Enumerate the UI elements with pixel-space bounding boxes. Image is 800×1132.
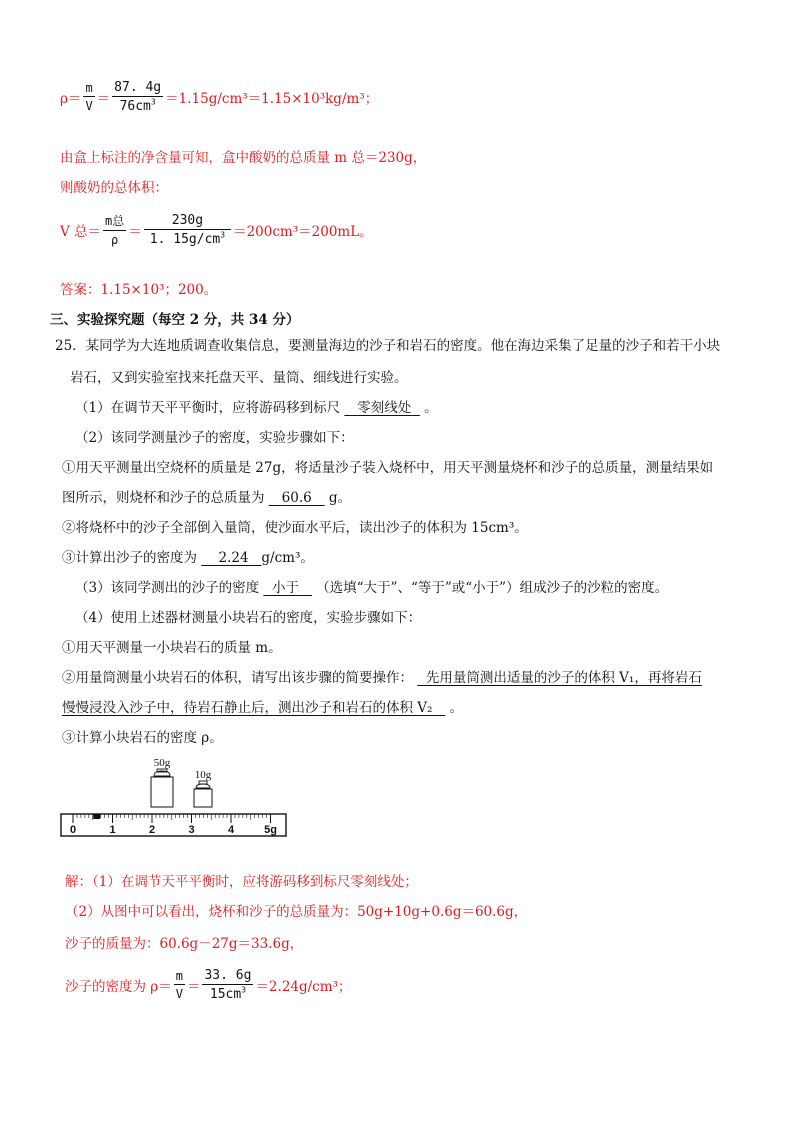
- rock-step-2-line-1: [62, 668, 702, 688]
- part-1-text: （1）在调节天平平衡时，应将游码移到标尺: [75, 400, 341, 416]
- fraction-m-over-rho: [103, 212, 126, 247]
- step-3-text: ③计算出沙子的密度为: [62, 550, 197, 566]
- sand-density-result: ＝2.24g/cm³；: [255, 979, 352, 995]
- sand-density-formula: [65, 968, 351, 1002]
- step-2-text: ②将烧杯中的沙子全部倒入量筒，使沙面水平后，读出沙子的体积为 15cm³。: [62, 520, 528, 536]
- svg-text:10g: 10g: [194, 769, 212, 781]
- fraction-m-over-v: [83, 81, 94, 113]
- part-1-answer-blank: 零刻线处: [357, 400, 412, 416]
- svg-text:50g: 50g: [153, 757, 171, 769]
- balance-figure: [60, 756, 300, 846]
- rider-marker[interactable]: [93, 814, 100, 819]
- answer-line: 答案：1.15×10³；200。: [60, 282, 218, 298]
- weight-10g: [194, 769, 212, 807]
- fraction-numerator: m总: [103, 212, 126, 231]
- procedure-answer-blank: 先用量筒测出适量的沙子的体积 V₁，再将岩石: [425, 670, 702, 686]
- fraction-numerator: m: [175, 969, 183, 983]
- part-2: （2）该同学测量沙子的密度，实验步骤如下：: [75, 430, 354, 446]
- scale-label: 0: [70, 824, 77, 836]
- weight-50g: [151, 757, 173, 807]
- net-content-line: 由盒上标注的净含量可知，盒中酸奶的总质量 m 总＝230g，: [60, 150, 427, 166]
- scale-label: 3: [188, 824, 195, 836]
- fraction-mass-over-volume: [112, 80, 163, 114]
- fraction-denominator: ρ: [111, 233, 119, 247]
- fraction-numerator: 33. 6g: [204, 968, 252, 983]
- solution-line-1: 解：（1）在调节天平平衡时，应将游码移到标尺零刻线处；: [65, 874, 418, 890]
- fraction-numerator: m: [85, 81, 93, 95]
- solution-line-3: 沙子的质量为：60.6g－27g＝33.6g，: [65, 936, 304, 952]
- density-answer-blank: 2.24: [218, 550, 249, 566]
- fraction-denominator: V: [175, 987, 183, 1001]
- step-1-line-2: 图所示，则烧杯和沙子的总质量为 60.6 g。: [62, 490, 352, 506]
- total-mass-answer-blank: 60.6: [281, 490, 312, 506]
- fraction-denominator: 1. $15g/cm^3$: [149, 230, 226, 247]
- fraction-m-over-v: [174, 969, 185, 1001]
- volume-result: ＝200cm³＝200mL。: [233, 223, 373, 240]
- fraction-denominator: $76cm^3$: [119, 97, 156, 114]
- fraction-33-6-over-15: [202, 968, 253, 1002]
- rock-step-2-text: ②用量筒测量小块岩石的体积，请写出该步骤的简要操作：: [62, 670, 413, 686]
- fraction-numerator: 230g: [144, 213, 231, 230]
- step-3: ③计算出沙子的密度为 2.24 g/cm³。: [62, 550, 314, 566]
- volume-formula: [60, 212, 373, 247]
- procedure-answer-continued: 慢慢浸没入沙子中，待岩石静止后，测出沙子和岩石的体积 V₂: [62, 700, 433, 716]
- rho-lhs: ρ＝: [60, 91, 82, 107]
- sand-density-lhs: 沙子的密度为 ρ＝: [65, 979, 172, 995]
- density-formula: [60, 80, 378, 114]
- part-4: （4）使用上述器材测量小块岩石的密度，实验步骤如下：: [75, 610, 422, 626]
- v-lhs: V 总＝: [60, 223, 102, 240]
- part-3-text: （3）该同学测出的沙子的密度: [75, 580, 260, 596]
- part-3: （3）该同学测出的沙子的密度 小于 （选填“大于”、“等于”或“小于”）组成沙子的沙粒的密度。: [75, 580, 669, 596]
- rock-step-3: ③计算小块岩石的密度 ρ。: [62, 730, 223, 746]
- solution-line-2: （2）从图中可以看出，烧杯和沙子的总质量为：50g+10g+0.6g＝60.6g，: [65, 904, 528, 920]
- fraction-denominator: V: [85, 99, 93, 113]
- scale-label: 2: [148, 824, 156, 836]
- equals: ＝: [128, 223, 142, 240]
- scale-label: 4: [227, 824, 235, 836]
- question-stem-line-1: 25．某同学为大连地质调查收集信息，要测量海边的沙子和岩石的密度。他在海边采集了足量的沙子和若干小块: [55, 338, 721, 354]
- rider-scale: [61, 814, 286, 836]
- rock-step-1: ①用天平测量一小块岩石的质量 m。: [62, 640, 282, 656]
- rock-step-2-line-2: 慢慢浸没入沙子中，待岩石静止后，测出沙子和岩石的体积 V₂ 。: [62, 700, 464, 716]
- step-2: [62, 518, 528, 538]
- total-volume-label: 则酸奶的总体积：: [60, 180, 168, 196]
- equals: ＝: [96, 91, 111, 107]
- section-title: 三、实验探究题（每空 2 分，共 34 分）: [50, 312, 300, 328]
- step-1-line-1: ①用天平测量出空烧杯的质量是 27g，将适量沙子装入烧杯中，用天平测量烧杯和沙子的总质量，测量结果如: [62, 460, 714, 476]
- fraction-denominator: $15cm^3$: [209, 985, 247, 1002]
- step-1-text: 图所示，则烧杯和沙子的总质量为: [62, 490, 265, 506]
- part-1: （1）在调节天平平衡时，应将游码移到标尺 零刻线处 。: [75, 400, 438, 416]
- density-result: ＝1.15g/cm³＝1.15×10³kg/m³；: [165, 91, 379, 107]
- equals: ＝: [186, 979, 201, 995]
- fraction-230-over-density: [144, 213, 231, 247]
- comparison-answer-blank: 小于: [271, 580, 299, 596]
- scale-label: 5g: [264, 824, 277, 836]
- fraction-numerator: 87. 4g: [114, 80, 162, 95]
- scale-label: 1: [109, 824, 116, 836]
- question-stem-line-2: 岩石，又到实验室找来托盘天平、量筒、细线进行实验。: [70, 370, 408, 386]
